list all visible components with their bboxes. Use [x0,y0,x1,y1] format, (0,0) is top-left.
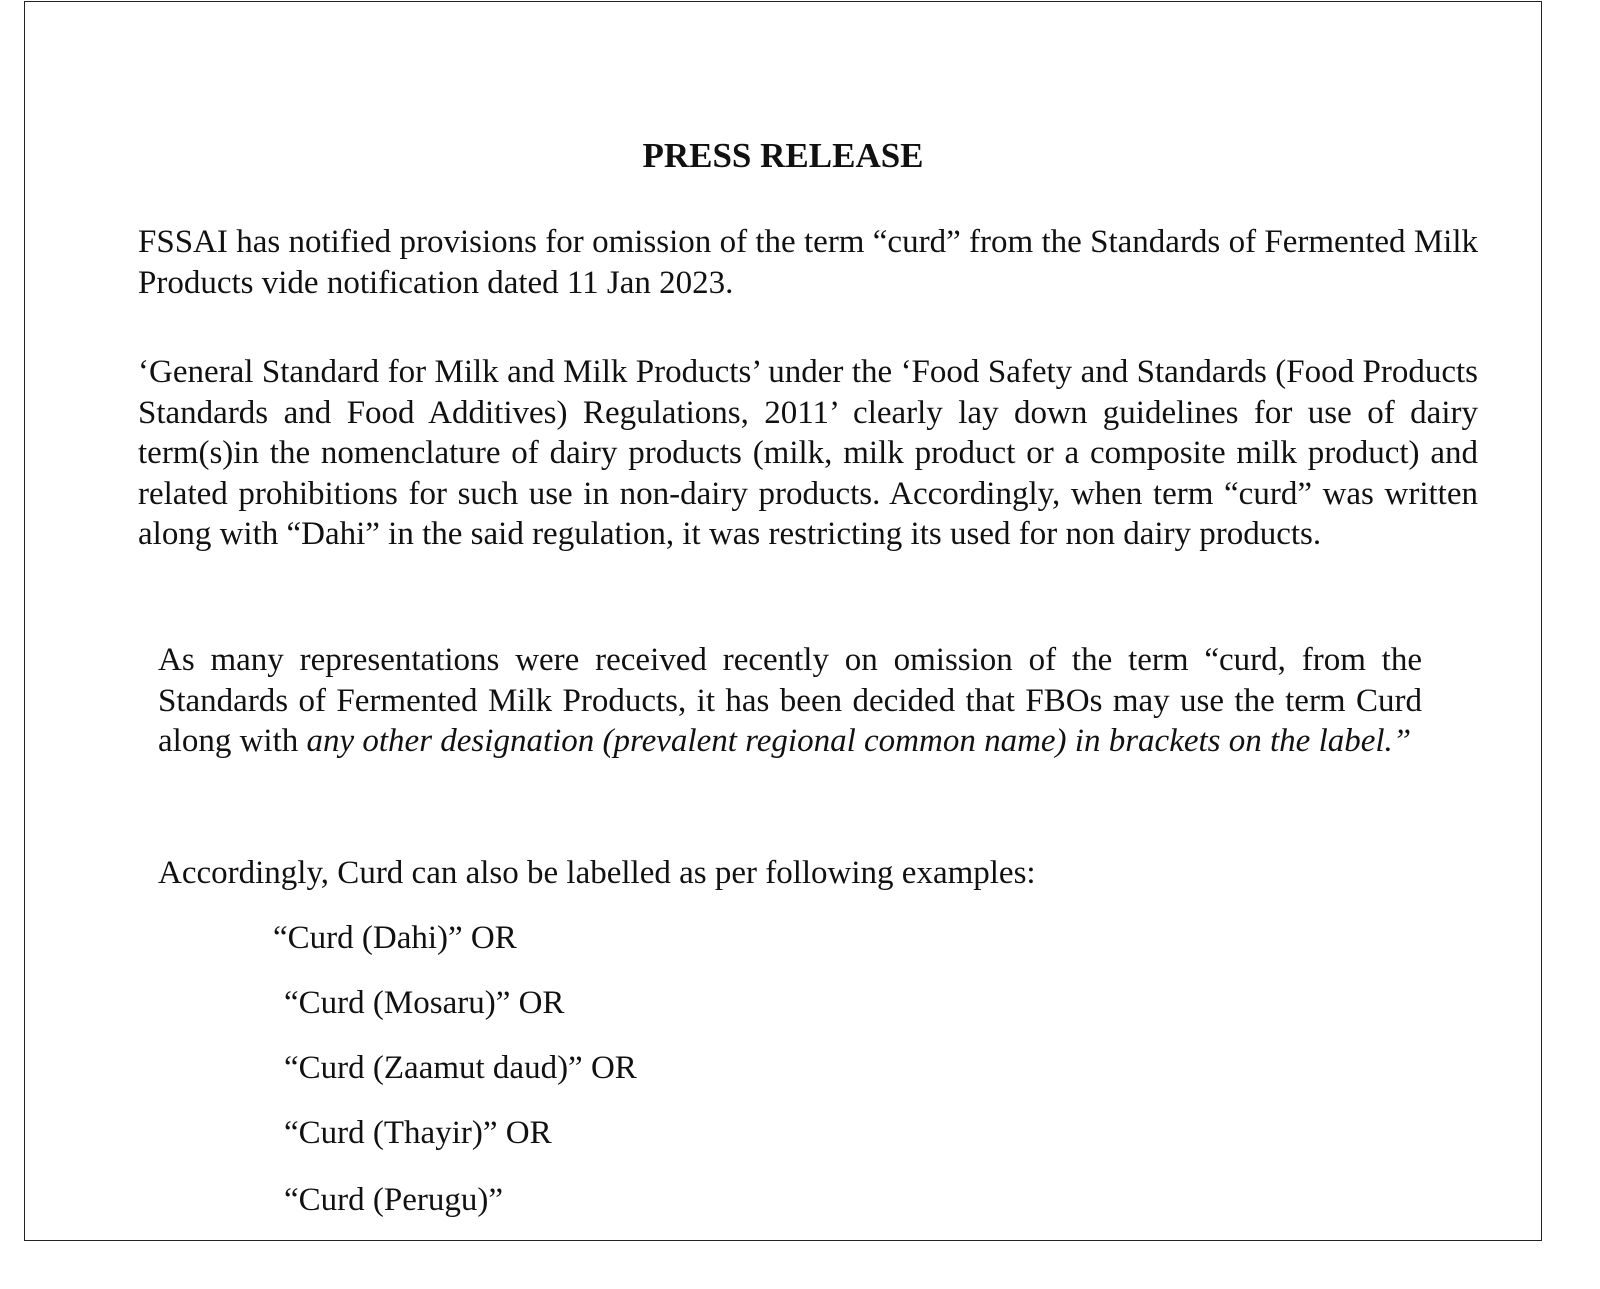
example-item: “Curd (Perugu)” [284,1182,504,1218]
paragraph-representations-text: As many representations were received recently on omission of the term “curd, from the Standards of Fermented Milk Products, it has been decided that FBOs may use the term Curd along with [158,642,1422,759]
page-title: PRESS RELEASE [642,136,924,175]
example-item: “Curd (Zaamut daud)” OR [284,1050,637,1086]
example-item: “Curd (Dahi)” OR [273,920,517,956]
document-frame [24,1,1542,1241]
paragraph-representations-italic: any other designation (prevalent regional common name) in brackets on the label.” [306,723,1412,759]
paragraph-representations [158,640,1422,762]
paragraph-general-standard: ‘General Standard for Milk and Milk Products’ under the ‘Food Safety and Standards (Food Products Standards and Food Additives) Regulations, 2011’ clearly lay down guidelines for use of dairy term(s)in the nomenclature of dairy products (milk, milk product or a composite milk product) and related prohibitions for such use in non-dairy products. Accordingly, when term “curd” was written along with “Dahi” in the said regulation, it was restricting its used for non dairy products. [138,354,1478,552]
paragraph-examples-intro: Accordingly, Curd can also be labelled as per following examples: [158,855,1036,891]
example-item: “Curd (Thayir)” OR [284,1115,552,1151]
paragraph-notification: FSSAI has notified provisions for omission of the term “curd” from the Standards of Fermented Milk Products vide notification dated 11 Jan 2023. [138,224,1478,301]
example-item: “Curd (Mosaru)” OR [284,985,565,1021]
